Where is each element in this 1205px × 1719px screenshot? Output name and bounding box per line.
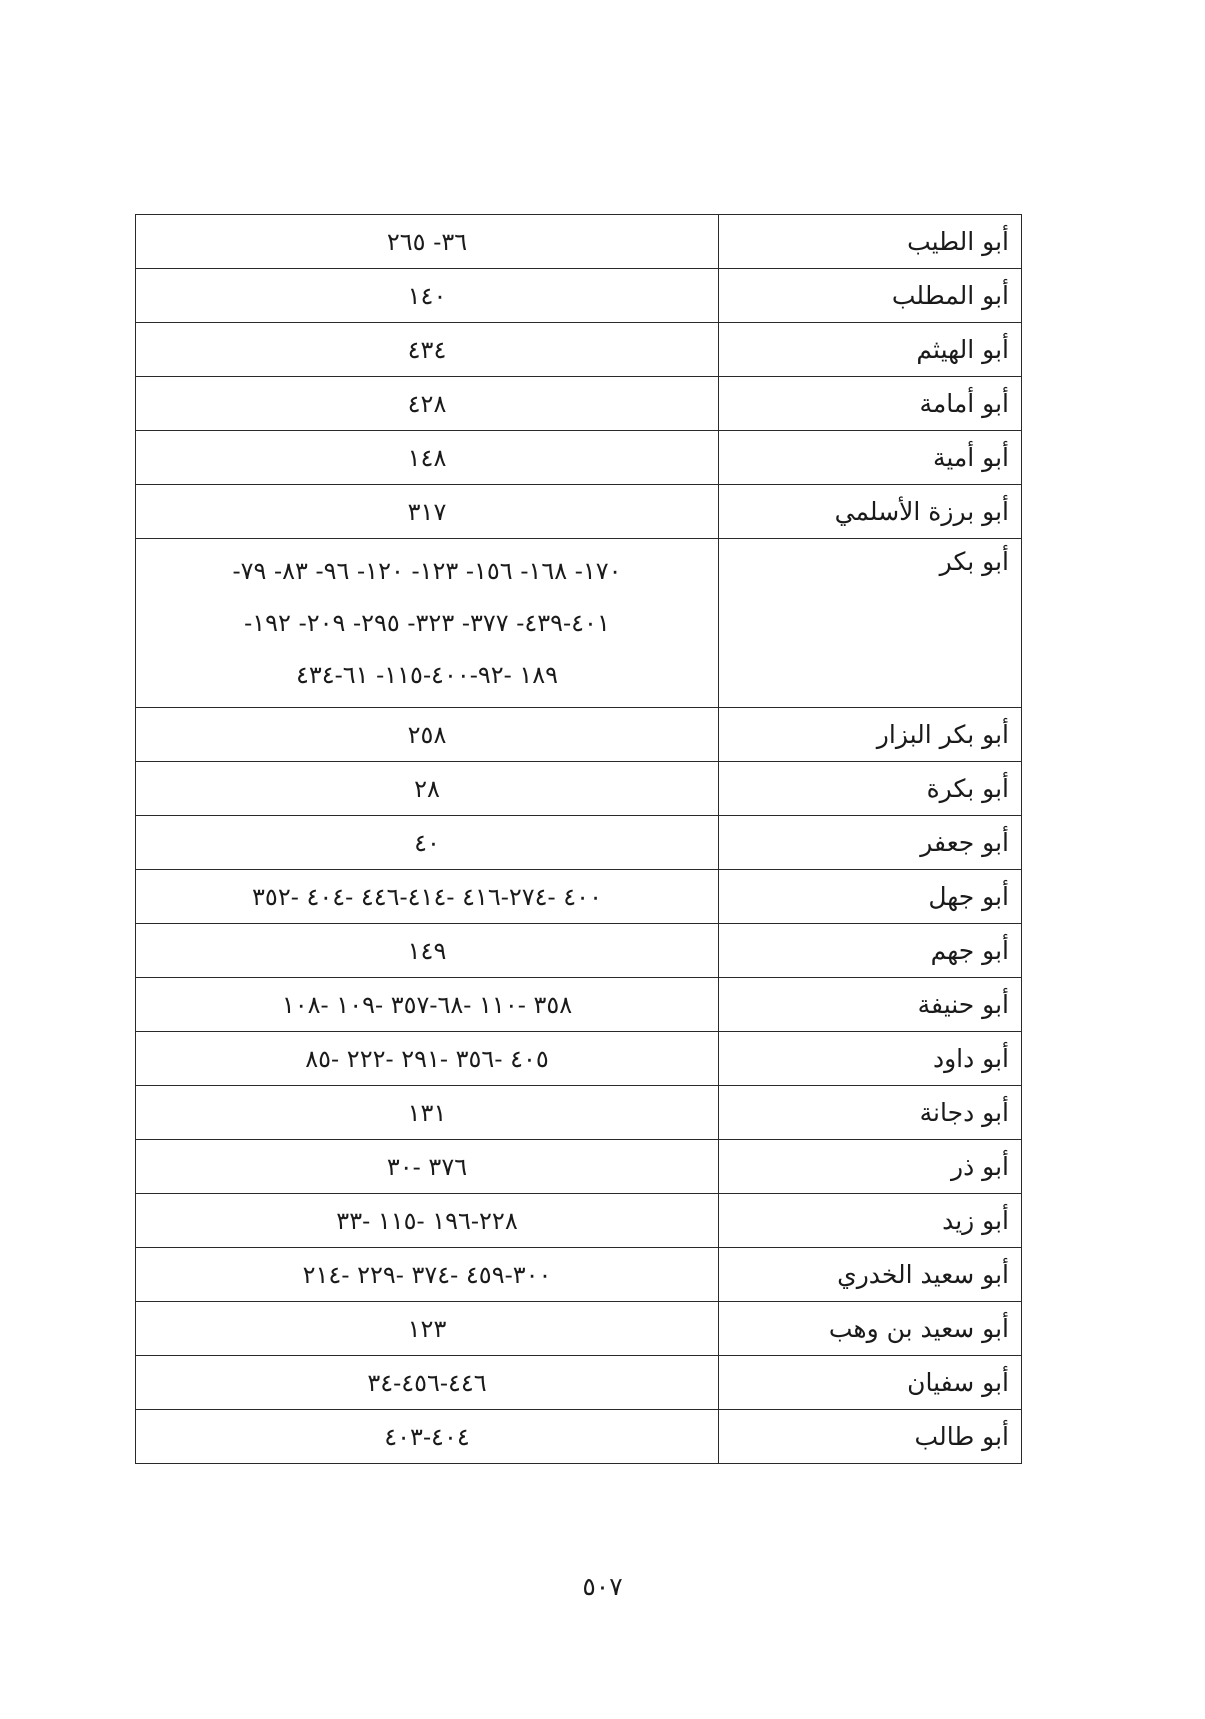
page-references-cell	[136, 1248, 719, 1302]
table-row	[136, 1302, 1022, 1356]
page-references-cell	[136, 215, 719, 269]
table-row	[136, 1248, 1022, 1302]
page-references-cell	[136, 1140, 719, 1194]
page-references-line: ٣٥٨ -١١٠ -٦٨-٣٥٧ -١٠٩ -١٠٨	[281, 990, 573, 1019]
table-row	[136, 708, 1022, 762]
page-references-line: ٣١٧	[407, 497, 447, 526]
page-references-line: ٤٠٤-٤٠٣	[384, 1422, 470, 1451]
person-name-cell: أبو بكر	[719, 539, 1022, 708]
page-references-cell	[136, 816, 719, 870]
table-row	[136, 924, 1022, 978]
person-name-cell: أبو أمامة	[719, 377, 1022, 431]
person-name-cell: أبو سفيان	[719, 1356, 1022, 1410]
page-references-cell	[136, 1356, 719, 1410]
table-row	[136, 1194, 1022, 1248]
person-name-cell: أبو جهل	[719, 870, 1022, 924]
page-references-line: ١٣١	[407, 1098, 447, 1127]
table-row	[136, 1410, 1022, 1464]
person-name-cell: أبو زيد	[719, 1194, 1022, 1248]
page-references-line: ١٤٨	[407, 443, 447, 472]
page-references-cell	[136, 323, 719, 377]
page-references-cell	[136, 1032, 719, 1086]
table-row	[136, 1140, 1022, 1194]
table-row	[136, 215, 1022, 269]
person-name-cell: أبو الطيب	[719, 215, 1022, 269]
page-references-cell	[136, 870, 719, 924]
table-row	[136, 269, 1022, 323]
page-references-cell	[136, 431, 719, 485]
table-row	[136, 978, 1022, 1032]
table-row	[136, 816, 1022, 870]
page-references-cell	[136, 377, 719, 431]
person-name-cell: أبو برزة الأسلمي	[719, 485, 1022, 539]
page-references-line: ٣٠٠-٤٥٩ -٣٧٤ -٢٢٩ -٢١٤	[302, 1260, 552, 1289]
page-references-cell	[136, 539, 719, 708]
page-references-line: ٤٣٤	[407, 335, 447, 364]
page-references-line: ٤٠	[414, 828, 440, 857]
table-row	[136, 762, 1022, 816]
page-references-cell	[136, 269, 719, 323]
page-references-line: ٤٠٥ -٣٥٦ -٢٩١ -٢٢٢ -٨٥	[305, 1044, 549, 1073]
page-references-cell	[136, 978, 719, 1032]
table-row	[136, 323, 1022, 377]
table-row	[136, 377, 1022, 431]
page-references-line: ٤٢٨	[407, 389, 447, 418]
page-references-cell	[136, 485, 719, 539]
page-references-line: ١٤٠	[407, 281, 447, 310]
page-number: ٥٠٧	[582, 1572, 623, 1601]
person-name-cell: أبو جعفر	[719, 816, 1022, 870]
person-name-cell: أبو أمية	[719, 431, 1022, 485]
page-references-line: ١٤٩	[407, 936, 447, 965]
page-references-line: ٣٧٦ -٣٠	[386, 1152, 468, 1181]
page-references-line: ٤٠٠ -٢٧٤-٤١٦ -٤١٤-٤٤٦ -٤٠٤ -٣٥٢	[252, 882, 602, 911]
index-table	[135, 214, 1022, 1464]
page-references-cell	[136, 1194, 719, 1248]
page-references-line: ١٢٣	[407, 1314, 447, 1343]
person-name-cell: أبو الهيثم	[719, 323, 1022, 377]
page-references-line: ٢٨	[414, 774, 440, 803]
page-references-cell	[136, 1410, 719, 1464]
table-row	[136, 870, 1022, 924]
page-references-cell	[136, 708, 719, 762]
table-row	[136, 431, 1022, 485]
table-row	[136, 485, 1022, 539]
table-row	[136, 539, 1022, 708]
person-name-cell: أبو دجانة	[719, 1086, 1022, 1140]
person-name-cell: أبو بكرة	[719, 762, 1022, 816]
person-name-cell: أبو حنيفة	[719, 978, 1022, 1032]
index-table-body	[136, 215, 1022, 1464]
person-name-cell: أبو المطلب	[719, 269, 1022, 323]
page-references-cell	[136, 924, 719, 978]
page-references-line: ١٨٩ -٩٢-٤٠٠-١١٥- ٦١-٤٣٤	[295, 661, 559, 689]
page-references-cell	[136, 1302, 719, 1356]
page-references-line: ٢٥٨	[407, 720, 447, 749]
person-name-cell: أبو سعيد بن وهب	[719, 1302, 1022, 1356]
person-name-cell: أبو بكر البزار	[719, 708, 1022, 762]
table-row	[136, 1356, 1022, 1410]
page-references-cell	[136, 1086, 719, 1140]
person-name-cell: أبو جهم	[719, 924, 1022, 978]
person-name-cell: أبو ذر	[719, 1140, 1022, 1194]
person-name-cell: أبو داود	[719, 1032, 1022, 1086]
page-references-line: ٤٤٦-٤٥٦-٣٤	[367, 1368, 487, 1397]
page-references-line: ١٧٠- ١٦٨- ١٥٦- ١٢٣- ١٢٠- ٩٦- ٨٣- ٧٩-	[232, 557, 622, 585]
table-row	[136, 1032, 1022, 1086]
page-references-cell	[136, 762, 719, 816]
person-name-cell: أبو طالب	[719, 1410, 1022, 1464]
page-references-line: ٢٢٨-١٩٦ -١١٥ -٣٣	[336, 1206, 518, 1235]
person-name-cell: أبو سعيد الخدري	[719, 1248, 1022, 1302]
page-references-line: ٣٦- ٢٦٥	[386, 227, 468, 256]
table-row	[136, 1086, 1022, 1140]
page-references-line: ٤٠١-٤٣٩- ٣٧٧- ٣٢٣- ٢٩٥- ٢٠٩- ١٩٢-	[244, 609, 610, 637]
